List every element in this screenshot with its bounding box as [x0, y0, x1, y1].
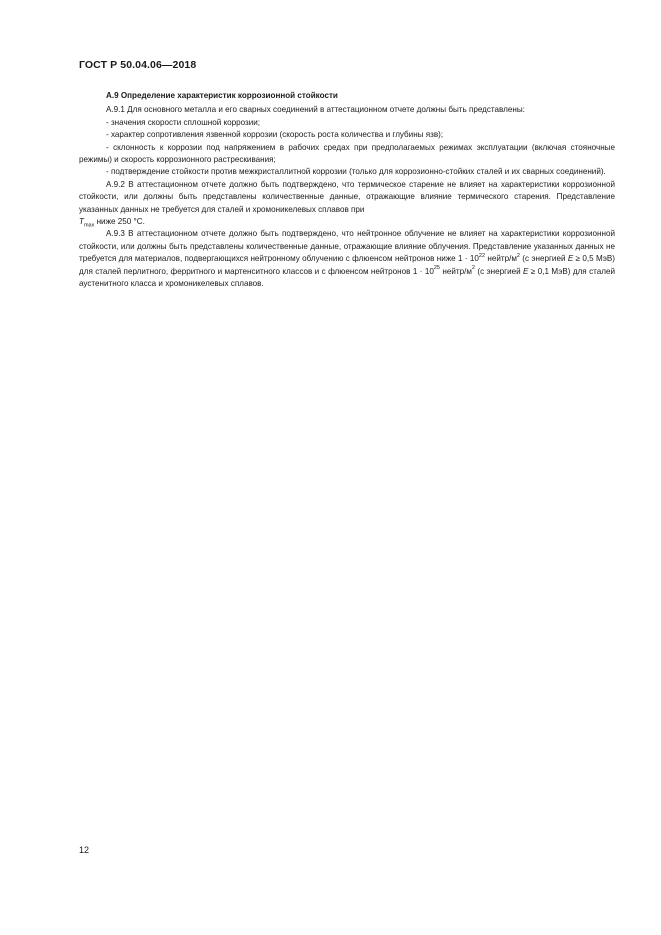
section-title: А.9 Определение характеристик коррозионной стойкости — [106, 91, 338, 100]
list-item: - склонность к коррозии под напряжением в рабочих средах при предполагаемых режимах эксплуатации (включая стояночные режимы) и скорость коррозионного растрескивания; — [79, 142, 615, 165]
paragraph-a93-part: нейтр/м — [439, 266, 472, 276]
exponent: 2 — [471, 265, 475, 271]
temperature-subscript: max — [83, 222, 95, 229]
exponent: 2 — [516, 252, 520, 259]
paragraph-a93-part: (с энергией — [474, 266, 524, 276]
paragraph-a93-part: нейтр/м — [485, 254, 517, 264]
document-header: ГОСТ Р 50.04.06—2018 — [79, 59, 197, 71]
energy-symbol: E — [567, 254, 574, 264]
temperature-symbol: T — [79, 217, 84, 227]
exponent: 25 — [433, 265, 440, 271]
paragraph-a93 — [79, 228, 615, 290]
page-number: 12 — [79, 845, 90, 855]
list-item: - значения скорости сплошной коррозии; — [106, 117, 261, 127]
paragraph-a92-text: А.9.2 В аттестационном отчете должно быть подтверждено, что термическое старение не влияет на характеристики коррозионной стойкости, или должны быть представлены количественные данные, отражающие влияние термического старения. Представление указанных данных не требуется для сталей и хромоникелевых сплавов при — [79, 179, 615, 214]
requirements-list — [79, 117, 615, 179]
paragraph-a93-part: ≥ 0,1 МэВ) для сталей аустенитного класса и хромоникелевых сплавов. — [79, 266, 616, 289]
list-item: - характер сопротивления язвенной коррозии (скорость роста количества и глубины язв); — [106, 130, 444, 140]
paragraph-a93-part: (с энергией — [519, 254, 568, 264]
list-item: - подтверждение стойкости против межкристаллитной коррозии (только для коррозионно-стойких сталей и их сварных соединений). — [106, 167, 606, 177]
section-content — [79, 90, 615, 291]
exponent: 22 — [478, 252, 486, 259]
paragraph-a91-intro: А.9.1 Для основного металла и его сварных соединений в аттестационном отчете должны быть представлены: — [106, 105, 525, 115]
paragraph-a93-part: А.9.3 В аттестационном отчете должно быть подтверждено, что нейтронное облучение не влияет на характеристики коррозионной стойкости, или должны быть представлены количественные данные, отражающие влияние облучения. Представление указанных данных не требуется для материалов, подвергающихся нейтронному облучению с флюенсом нейтронов ниже 1 · 10 — [79, 229, 615, 264]
paragraph-a93-part: ≥ 0,5 МэВ) для сталей перлитного, ферритного и мартенситного классов и с флюенсом нейтронов 1 · 10 — [79, 254, 616, 276]
paragraph-a92-tail: ниже 250 °С. — [94, 217, 145, 227]
energy-symbol: E — [523, 266, 529, 276]
paragraph-a92 — [79, 179, 615, 229]
